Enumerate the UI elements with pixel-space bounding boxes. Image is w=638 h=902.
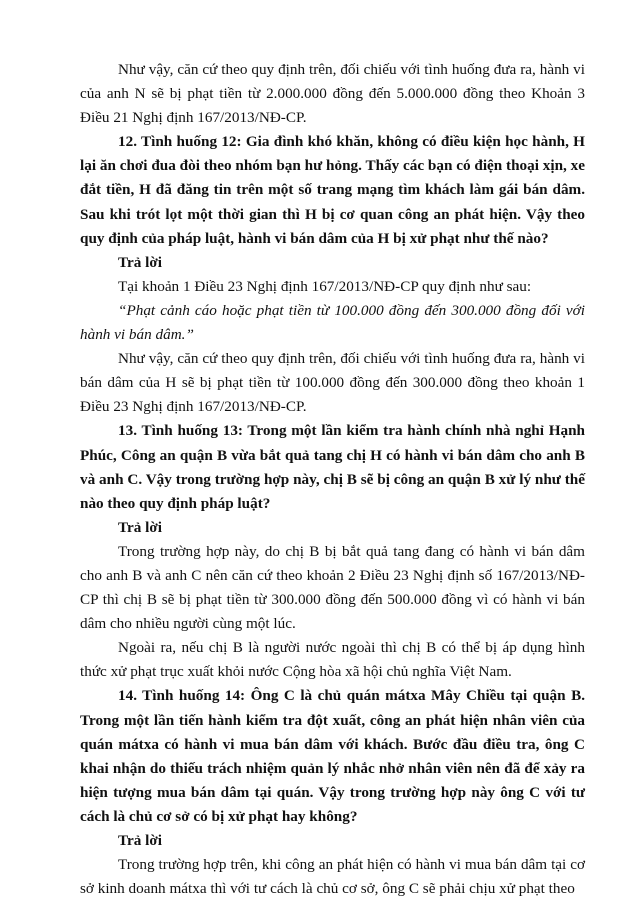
answer-heading-13: Trả lời — [118, 518, 162, 536]
paragraph-answer-14: Trong trường hợp trên, khi công an phát hiện có hành vi mua bán dâm tại cơ sở kinh doanh mátxa thì với tư cách là chủ cơ sở, ông C sẽ phải chịu xử phạt theo — [80, 856, 585, 898]
answer-heading-14: Trả lời — [118, 832, 162, 849]
document-page — [80, 58, 585, 901]
paragraph-legal-basis-12: Tại khoản 1 Điều 23 Nghị định 167/2013/NĐ-CP quy định như sau: — [118, 277, 532, 295]
legal-quote-12: “Phạt cảnh cáo hoặc phạt tiền từ 100.000 đồng đến 300.000 đồng đối với hành vi bán dâm.” — [80, 301, 585, 344]
paragraph-conclusion-11: Như vậy, căn cứ theo quy định trên, đối chiếu với tình huống đưa ra, hành vi của anh N sẽ bị phạt tiền từ 2.000.000 đồng đến 5.000.000 đồng theo Khoản 3 Điều 21 Nghị định 167/2013/NĐ-CP. — [80, 61, 585, 127]
paragraph-answer-13: Trong trường hợp này, do chị B bị bắt quả tang đang có hành vi bán dâm cho anh B và anh C nên căn cứ theo khoản 2 Điều 23 Nghị định số 167/2013/NĐ-CP thì chị B sẽ bị phạt tiền từ 300.000 đồng đến 500.000 đồng vì có hành vi bán dâm cho nhiều người cùng một lúc. — [80, 542, 585, 633]
answer-heading-12: Trả lời — [118, 253, 162, 271]
question-13: 13. Tình huống 13: Trong một lần kiểm tra hành chính nhà nghỉ Hạnh Phúc, Công an quận B vừa bắt quả tang chị H có hành vi bán dâm cho anh B và anh C. Vậy trong trường hợp này, chị B sẽ bị công an quận B xử lý như thế nào theo quy định pháp luật? — [80, 422, 585, 512]
paragraph-conclusion-12: Như vậy, căn cứ theo quy định trên, đối chiếu với tình huống đưa ra, hành vi bán dâm của H sẽ bị phạt tiền từ 100.000 đồng đến 300.000 đồng theo khoản 1 Điều 23 Nghị định 167/2013/NĐ-CP. — [80, 350, 585, 416]
paragraph-additional-13: Ngoài ra, nếu chị B là người nước ngoài thì chị B có thể bị áp dụng hình thức xử phạt trục xuất khỏi nước Cộng hòa xã hội chủ nghĩa Việt Nam. — [80, 639, 585, 681]
question-14: 14. Tình huống 14: Ông C là chủ quán mátxa Mây Chiều tại quận B. Trong một lần tiến hành kiểm tra đột xuất, công an phát hiện nhân viên của quán mátxa có hành vi mua bán dâm với khách. Bước đầu điều tra, ông C khai nhận do thiếu trách nhiệm quản lý nhắc nhở nhân viên nên đã để xảy ra hiện tượng mua bán dâm tại quán. Vậy trong trường hợp này ông C với tư cách là chủ cơ sở có bị xử phạt hay không? — [80, 687, 585, 825]
question-12: 12. Tình huống 12: Gia đình khó khăn, không có điều kiện học hành, H lại ăn chơi đua đòi theo nhóm bạn hư hỏng. Thấy các bạn có điện thoại xịn, xe đắt tiền, H đã đăng tin trên một số trang mạng tìm khách làm gái bán dâm. Sau khi trót lọt một thời gian thì H bị cơ quan công an phát hiện. Vậy theo quy định của pháp luật, hành vi bán dâm của H bị xử phạt như thế nào? — [80, 133, 585, 247]
